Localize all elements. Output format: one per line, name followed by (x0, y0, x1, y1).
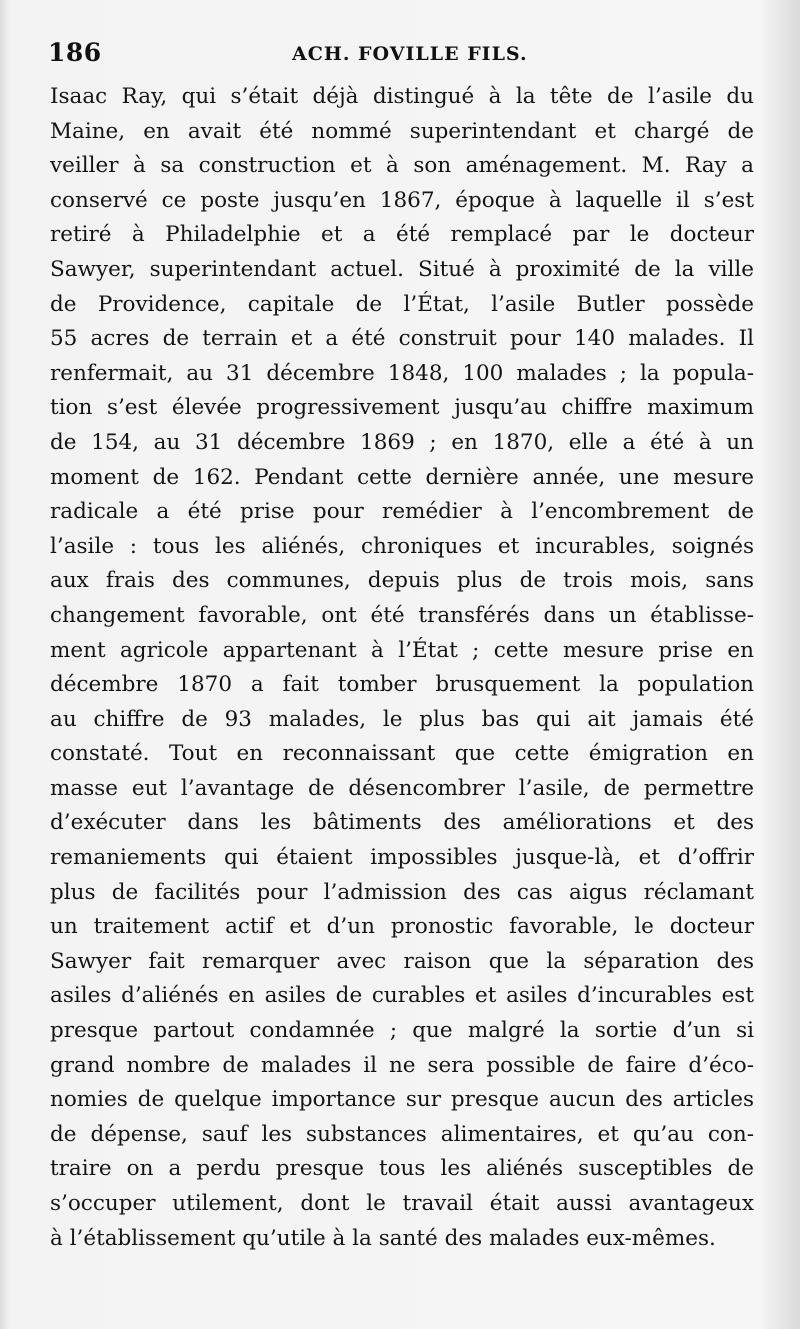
text-line: moment de 162. Pendant cette dernière année, une mesure (50, 464, 754, 490)
page-number: 186 (48, 38, 102, 67)
text-line: masse eut l’avantage de désencombrer l’asile, de permettre (50, 775, 754, 801)
text-line-last: à l’établissement qu’utile à la santé des malades eux-mêmes. (50, 1225, 716, 1251)
text-line: au chiffre de 93 malades, le plus bas qui ait jamais été (50, 706, 754, 732)
text-line: tion s’est élevée progressivement jusqu’au chiffre maximum (50, 395, 754, 421)
text-line: constaté. Tout en reconnaissant que cette émigration en (50, 741, 754, 767)
text-line: presque partout condamnée ; que malgré la sortie d’un si (50, 1018, 754, 1044)
text-line: veiller à sa construction et à son aménagement. M. Ray a (50, 153, 754, 179)
text-line: Sawyer fait remarquer avec raison que la séparation des (50, 948, 754, 974)
text-line: de Providence, capitale de l’État, l’asile Butler possède (50, 291, 754, 317)
text-line: s’occuper utilement, dont le travail était aussi avantageux (50, 1191, 754, 1216)
text-line: de 154, au 31 décembre 1869 ; en 1870, elle a été à un (50, 429, 754, 455)
page-header (0, 38, 800, 70)
text-line: Isaac Ray, qui s’était déjà distingué à la tête de l’asile du (50, 84, 754, 109)
text-line: Maine, en avait été nommé superintendant et chargé de (50, 118, 754, 144)
text-line: remaniements qui étaient impossibles jusque-là, et d’offrir (50, 845, 754, 871)
text-line: ment agricole appartenant à l’État ; cette mesure prise en (50, 637, 754, 663)
text-line: plus de facilités pour l’admission des cas aigus réclamant (50, 879, 754, 905)
text-line: 55 acres de terrain et a été construit pour 140 malades. Il (50, 326, 754, 352)
body-paragraph (50, 80, 754, 1256)
text-line: radicale a été prise pour remédier à l’encombrement de (50, 499, 754, 525)
text-line: Sawyer, superintendant actuel. Situé à proximité de la ville (50, 256, 754, 282)
text-line: renfermait, au 31 décembre 1848, 100 malades ; la popula- (50, 360, 754, 386)
text-line: grand nombre de malades il ne sera possible de faire d’éco- (50, 1052, 754, 1078)
text-line: aux frais des communes, depuis plus de trois mois, sans (50, 568, 754, 594)
text-line: de dépense, sauf les substances alimentaires, et qu’au con- (50, 1121, 754, 1147)
text-line: traire on a perdu presque tous les aliénés susceptibles de (50, 1156, 754, 1182)
text-line: asiles d’aliénés en asiles de curables et asiles d’incurables est (50, 983, 754, 1009)
text-line: conservé ce poste jusqu’en 1867, époque à laquelle il s’est (50, 187, 754, 213)
text-line: l’asile : tous les aliénés, chroniques et incurables, soignés (50, 533, 754, 559)
text-line: un traitement actif et d’un pronostic favorable, le docteur (50, 914, 754, 940)
text-line: nomies de quelque importance sur presque aucun des articles (50, 1087, 754, 1113)
text-line: décembre 1870 a fait tomber brusquement la population (50, 672, 754, 698)
text-line: d’exécuter dans les bâtiments des améliorations et des (50, 810, 754, 836)
text-line: retiré à Philadelphie et a été remplacé par le docteur (50, 222, 754, 248)
running-head: ACH. FOVILLE FILS. (292, 43, 528, 65)
text-line: changement favorable, ont été transférés dans un établisse- (50, 602, 754, 628)
